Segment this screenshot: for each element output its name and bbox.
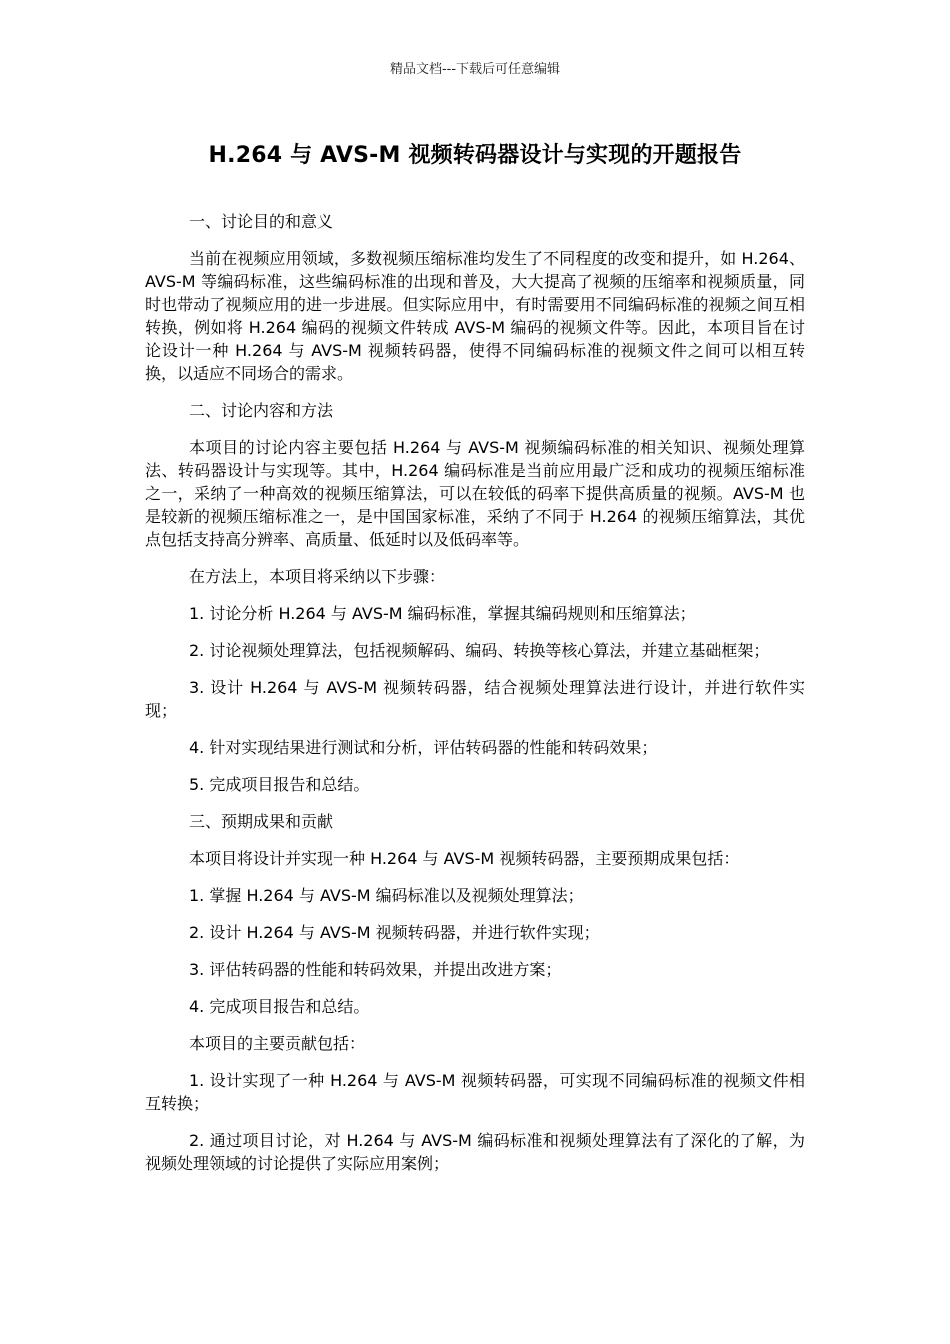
list-item: 2. 讨论视频处理算法，包括视频解码、编码、转换等核心算法，并建立基础框架； (189, 641, 770, 660)
list-item: 3. 设计 H.264 与 AVS-M 视频转码器，结合视频处理算法进行设计，并进行软件实现； (145, 678, 805, 720)
section-heading-2: 二、讨论内容和方法 (189, 401, 334, 420)
list-item: 4. 完成项目报告和总结。 (189, 997, 370, 1016)
header-note: 精品文档---下载后可任意编辑 (389, 62, 561, 77)
list-item: 3. 评估转码器的性能和转码效果，并提出改进方案； (189, 960, 562, 979)
document-title: H.264 与 AVS-M 视频转码器设计与实现的开题报告 (208, 143, 742, 168)
list-item: 2. 通过项目讨论，对 H.264 与 AVS-M 编码标准和视频处理算法有了深化的了解，为视频处理领域的讨论提供了实际应用案例； (145, 1131, 805, 1173)
list-item: 2. 设计 H.264 与 AVS-M 视频转码器，并进行软件实现； (189, 923, 600, 942)
paragraph: 本项目将设计并实现一种 H.264 与 AVS-M 视频转码器，主要预期成果包括： (189, 849, 740, 868)
list-item: 5. 完成项目报告和总结。 (189, 775, 370, 794)
paragraph: 当前在视频应用领域，多数视频压缩标准均发生了不同程度的改变和提升，如 H.264、AVS-M 等编码标准，这些编码标准的出现和普及，大大提高了视频的压缩率和视频质量，同时也带动了视频应用的进一步进展。但实际应用中，有时需要用不同编码标准的视频之间互相转换，例如将 H.264 编码的视频文件转成 AVS-M 编码的视频文件等。因此，本项目旨在讨论设计一种 H.264 与 AVS-M 视频转码器，使得不同编码标准的视频文件之间可以相互转换，以适应不同场合的需求。 (145, 249, 805, 383)
section-heading-3: 三、预期成果和贡献 (189, 812, 334, 831)
list-item: 1. 掌握 H.264 与 AVS-M 编码标准以及视频处理算法； (189, 886, 584, 905)
section-heading-1: 一、讨论目的和意义 (189, 212, 334, 231)
document-body (145, 210, 805, 1189)
list-item: 1. 设计实现了一种 H.264 与 AVS-M 视频转码器，可实现不同编码标准的视频文件相互转换； (145, 1071, 805, 1113)
paragraph: 本项目的讨论内容主要包括 H.264 与 AVS-M 视频编码标准的相关知识、视频处理算法、转码器设计与实现等。其中，H.264 编码标准是当前应用最广泛和成功的视频压缩标准之一，采纳了一种高效的视频压缩算法，可以在较低的码率下提供高质量的视频。AVS-M 也是较新的视频压缩标准之一，是中国国家标准，采纳了不同于 H.264 的视频压缩算法，其优点包括支持高分辨率、高质量、低延时以及低码率等。 (145, 438, 805, 549)
list-item: 4. 针对实现结果进行测试和分析，评估转码器的性能和转码效果； (189, 738, 658, 757)
list-item: 1. 讨论分析 H.264 与 AVS-M 编码标准，掌握其编码规则和压缩算法； (189, 604, 696, 623)
paragraph: 在方法上，本项目将采纳以下步骤： (189, 567, 446, 586)
paragraph: 本项目的主要贡献包括： (189, 1034, 366, 1053)
